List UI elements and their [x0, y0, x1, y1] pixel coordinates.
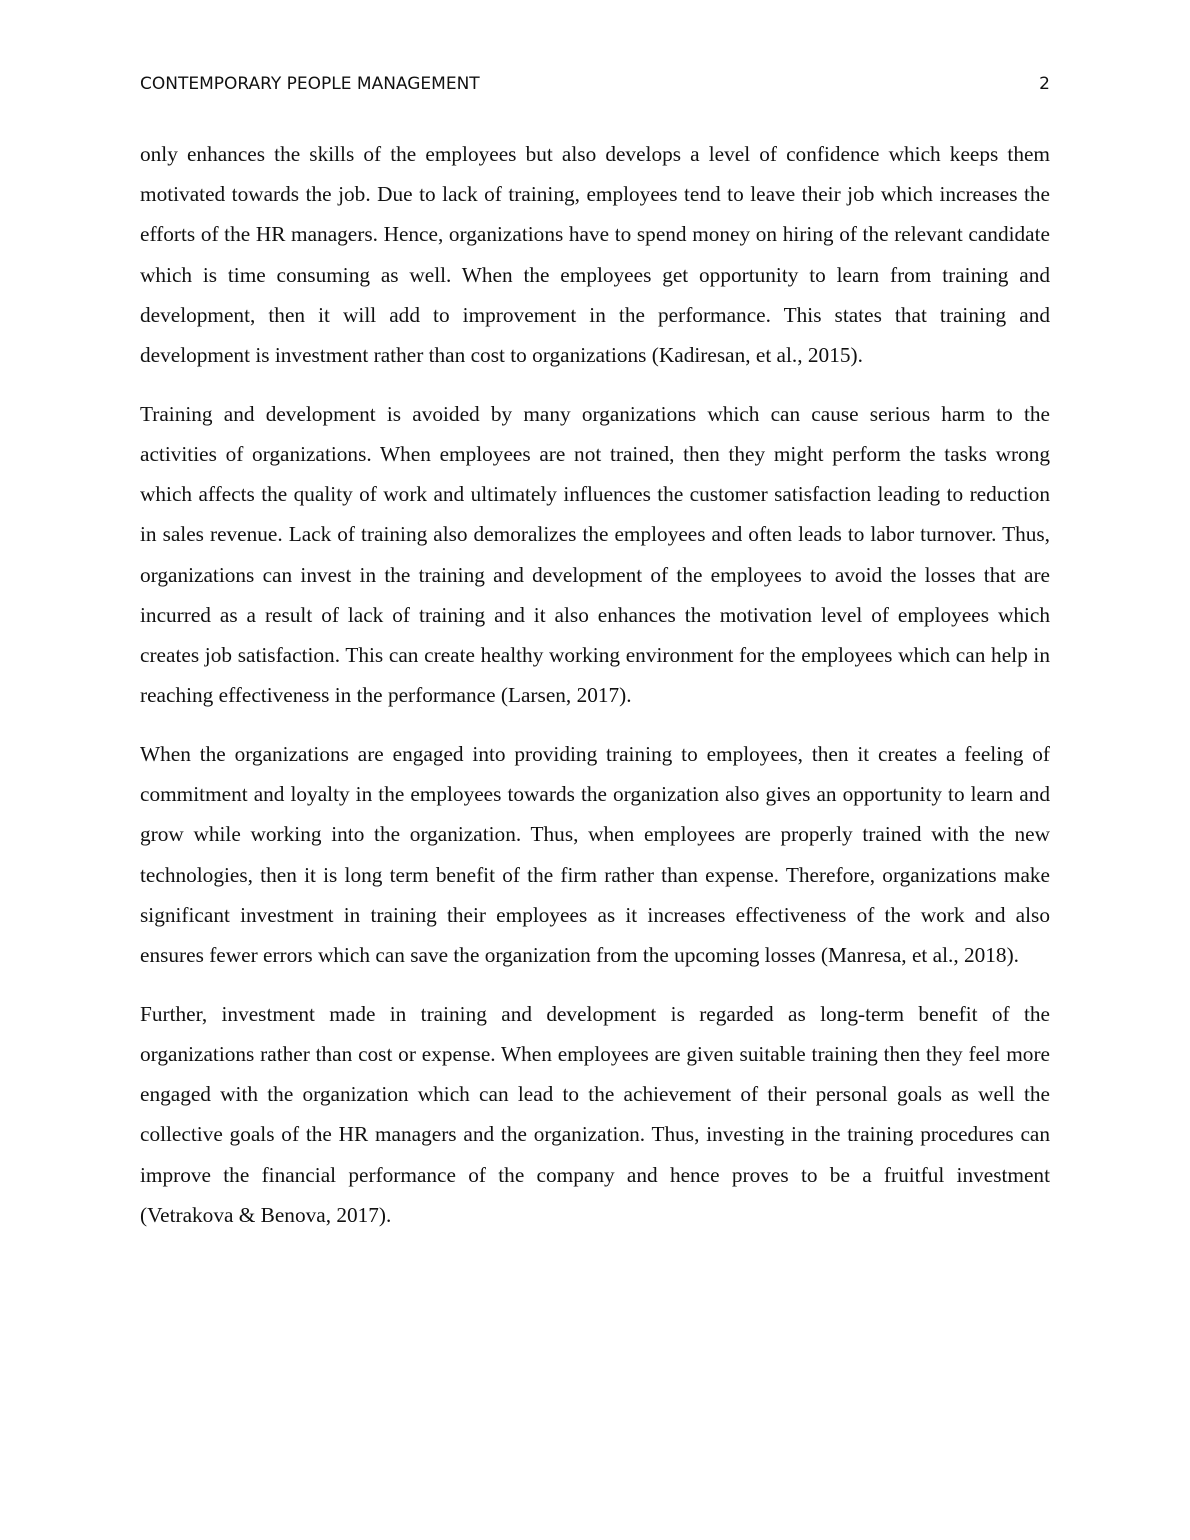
running-head: [140, 72, 1050, 96]
paragraph-2: Training and development is avoided by many organizations which can cause serious harm to the activities of organizations. When employees are not trained, then they might perform the tasks wrong which affects the quality of work and ultimately influences the customer satisfaction leading to reduction in sales revenue. Lack of training also demoralizes the employees and often leads to labor turnover. Thus, organizations can invest in the training and development of the employees to avoid the losses that are incurred as a result of lack of training and it also enhances the motivation level of employees which creates job satisfaction. This can create healthy working environment for the employees which can help in reaching effectiveness in the performance (Larsen, 2017).: [140, 401, 1050, 708]
paragraph-3: When the organizations are engaged into providing training to employees, then it creates a feeling of commitment and loyalty in the employees towards the organization also gives an opportunity to learn and grow while working into the organization. Thus, when employees are properly trained with the new technologies, then it is long term benefit of the firm rather than expense. Therefore, organizations make significant investment in training their employees as it increases effectiveness of the work and also ensures fewer errors which can save the organization from the upcoming losses (Manresa, et al., 2018).: [140, 742, 1050, 968]
paragraph-4: Further, investment made in training and development is regarded as long-term benefit of the organizations rather than cost or expense. When employees are given suitable training then they feel more engaged with the organization which can lead to the achievement of their personal goals as well the collective goals of the HR managers and the organization. Thus, investing in the training procedures can improve the financial performance of the company and hence proves to be a fruitful investment (Vetrakova & Benova, 2017).: [140, 1001, 1050, 1227]
paragraph-1: only enhances the skills of the employees but also develops a level of confidence which keeps them motivated towards the job. Due to lack of training, employees tend to leave their job which increases the efforts of the HR managers. Hence, organizations have to spend money on hiring of the relevant candidate which is time consuming as well. When the employees get opportunity to learn from training and development, then it will add to improvement in the performance. This states that training and development is investment rather than cost to organizations (Kadiresan, et al., 2015).: [140, 142, 1050, 368]
running-head-title: CONTEMPORARY PEOPLE MANAGEMENT: [140, 74, 480, 94]
page-number: 2: [1039, 74, 1050, 94]
body-text: [140, 134, 1050, 1254]
